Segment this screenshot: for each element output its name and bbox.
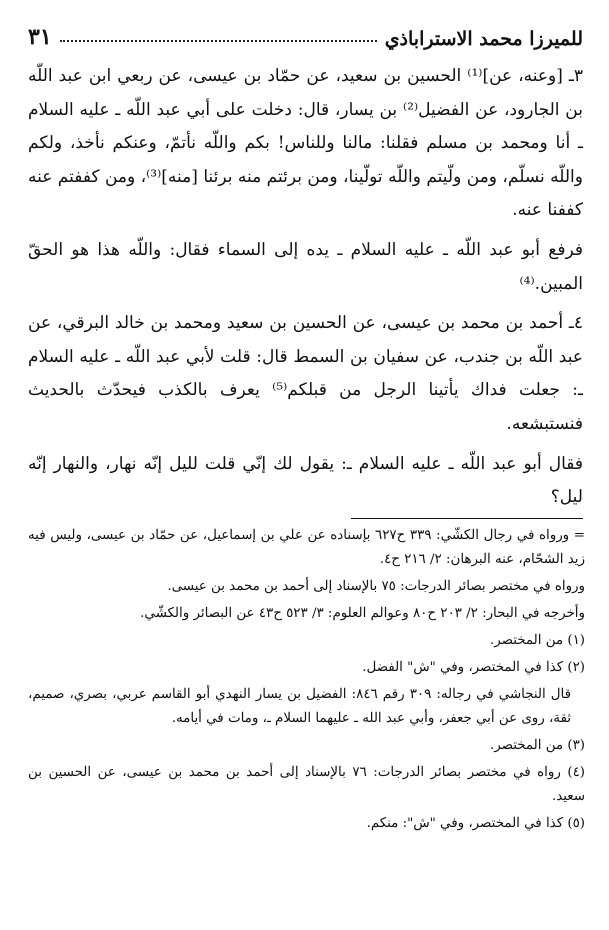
footnote-line: ورواه في مختصر بصائر الدرجات: ٧٥ بالإسناد إلى أحمد بن محمد بن عيسى. <box>167 579 585 594</box>
header-title: للميرزا محمد الاستراباذي <box>384 28 583 50</box>
footnote-2-detail: قال النجاشي في رجاله: ٣٠٩ رقم ٨٤٦: الفضيل بن يسار النهدي أبو القاسم عربي، بصري، صميم، ثقة، روى عن أبي جعفر، وأبي عبد الله ـ عليهما السلام ـ، ومات في أيامه. <box>28 687 571 726</box>
footnote-5: (٥) كذا في المختصر، وفي "ش": منكم. <box>366 816 585 831</box>
footnote-2: (٢) كذا في المختصر، وفي "ش" الفضل. <box>362 660 585 675</box>
footnote-1: (١) من المختصر. <box>489 633 585 648</box>
running-header <box>28 16 583 50</box>
footnote-4: (٤) رواه في مختصر بصائر الدرجات: ٧٦ بالإسناد إلى أحمد بن محمد بن عيسى، عن الحسين بن سعيد. <box>28 765 585 804</box>
paragraph-hadith-3: ٣ـ [وعنه، عن]⁽¹⁾ الحسين بن سعيد، عن حمّاد بن عيسى، عن ربعي ابن عبد اللّه بن الجارود، عن الفضيل⁽²⁾ بن يسار، قال: دخلت على أبي عبد اللّه ـ عليه السلام ـ أنا ومحمد بن مسلم فقلنا: مالنا وللناس! بكم واللّه نأتمّ، وعنكم نأخذ، ولكم واللّه نسلّم، ومن ولّيتم واللّه تولّينا، ومن برئتم منه برئنا [منه]⁽³⁾، ومن كففتم عنه كففنا عنه. <box>28 66 583 221</box>
paragraph-reply: فرفع أبو عبد اللّه ـ عليه السلام ـ يده إلى السماء فقال: واللّه هذا هو الحقّ المبين.⁽⁴⁾ <box>28 239 583 294</box>
main-text <box>28 60 583 521</box>
paragraph-answer: فقال أبو عبد اللّه ـ عليه السلام ـ: يقول لك إنّي قلت لليل إنّه نهار، والنهار إنّه ليل؟ <box>28 453 583 508</box>
footnote-continuation: = ورواه في رجال الكشّي: ٣٣٩ ح٦٢٧ بإسناده عن علي بن إسماعيل، عن حمّاد بن عيسى، وليس فيه زيد الشحّام، عنه البرهان: ٢/ ٢١٦ ح٤. <box>28 528 585 567</box>
footnotes <box>28 524 585 839</box>
footnote-3: (٣) من المختصر. <box>489 738 585 753</box>
paragraph-hadith-4: ٤ـ أحمد بن محمد بن عيسى، عن الحسين بن سعيد ومحمد بن خالد البرقي، عن عبد اللّه بن جندب، عن سفيان بن السمط قال: قلت لأبي عبد اللّه ـ عليه السلام ـ: جعلت فداك يأتينا الرجل من قبلكم⁽⁵⁾ يعرف بالكذب فيحدّث بالحديث فنستبشعه. <box>28 313 583 434</box>
header-dotted-leader <box>60 40 377 42</box>
page-number: ٣١ <box>28 24 52 50</box>
footnote-line: وأخرجه في البحار: ٢/ ٢٠٣ ح٨٠ وعوالم العلوم: ٣/ ٥٢٣ ح٤٣ عن البصائر والكشّي. <box>140 606 585 621</box>
footnote-divider <box>351 518 583 519</box>
